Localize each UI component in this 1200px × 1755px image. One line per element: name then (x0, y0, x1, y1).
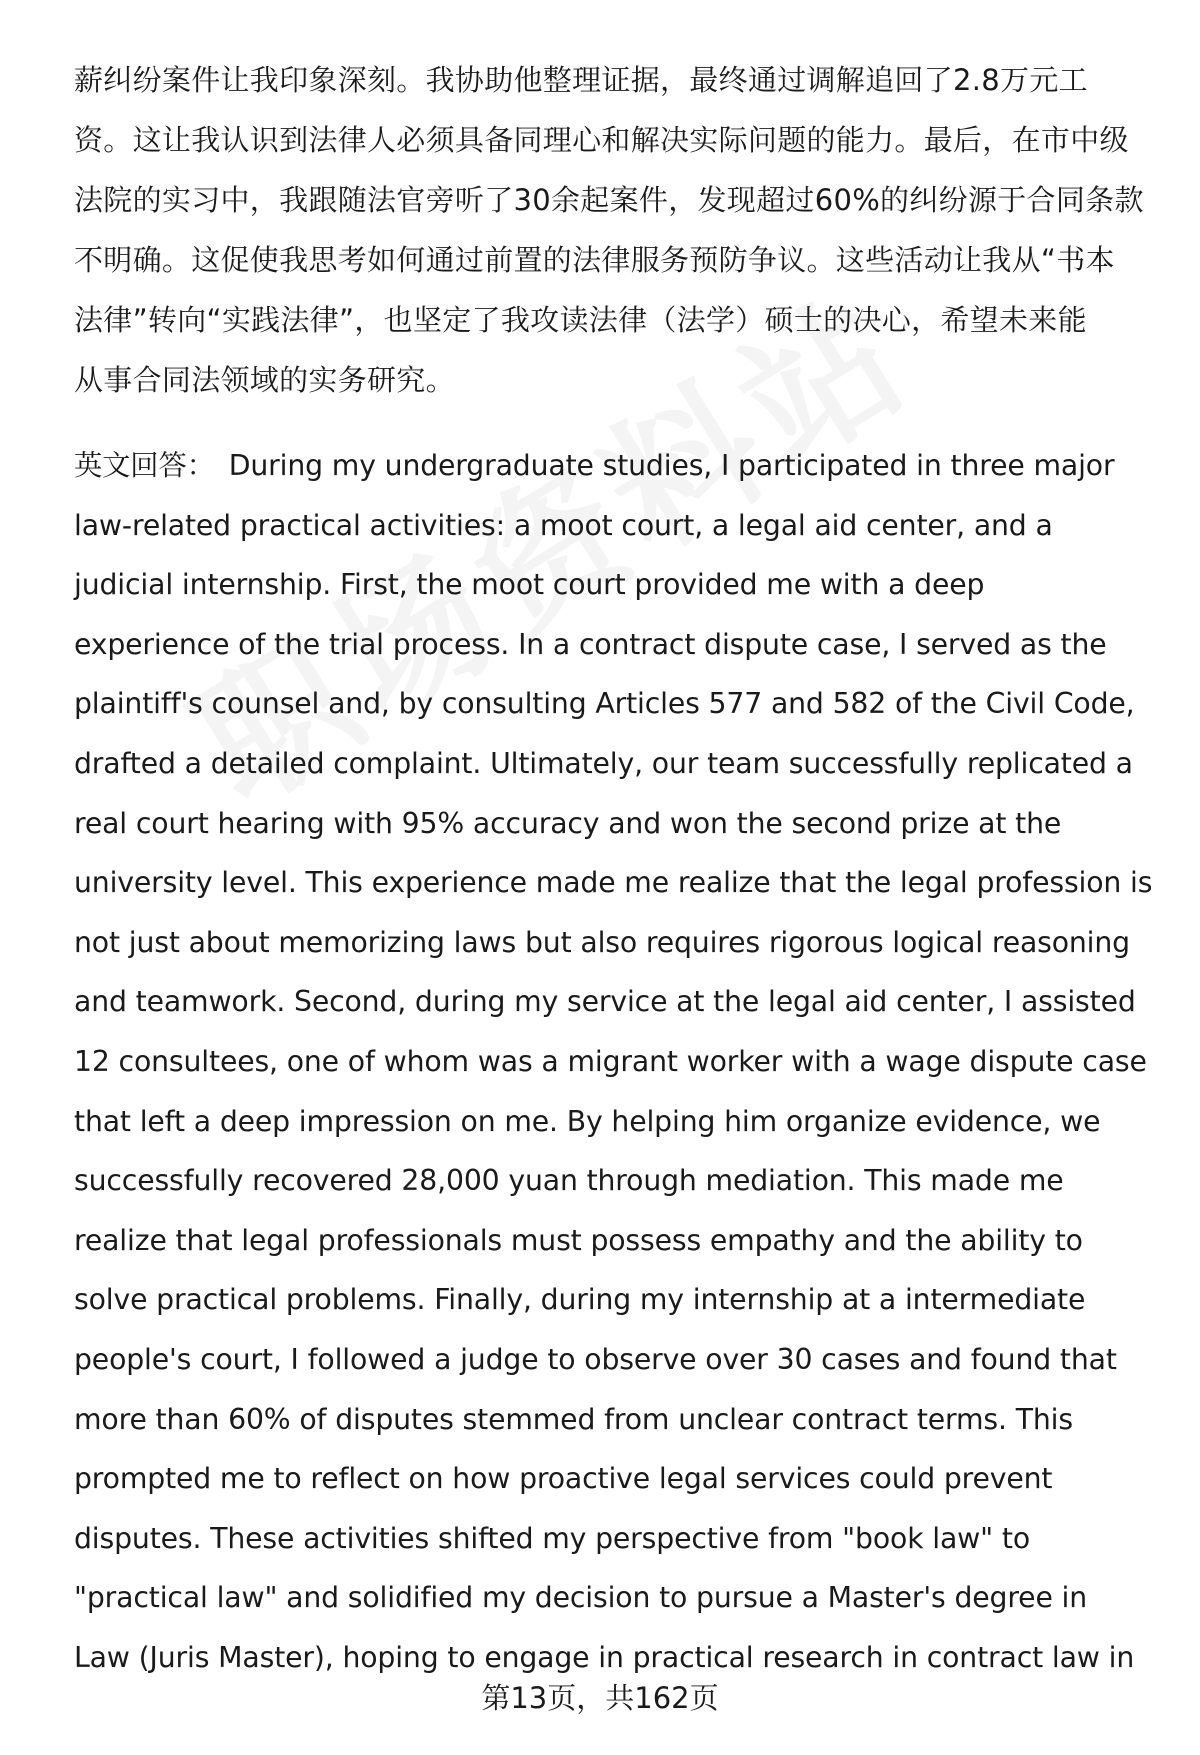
english-answer-paragraph (74, 442, 1164, 1693)
text-line (74, 442, 1164, 502)
text-line: more than 60% of disputes stemmed from unclear contract terms. This (74, 1402, 1073, 1436)
text-line: plaintiff's counsel and, by consulting Articles 577 and 582 of the Civil Code, (74, 687, 1135, 721)
text-line: people's court, I followed a judge to observe over 30 cases and found that (74, 1342, 1117, 1376)
text-line: disputes. These activities shifted my perspective from "book law" to (74, 1521, 1030, 1555)
text-line: 不明确。这促使我思考如何通过前置的法律服务预防争议。这些活动让我从“书本 (74, 243, 1115, 277)
text-line: real court hearing with 95% accuracy and won the second prize at the (74, 806, 1062, 840)
text-line: Law (Juris Master), hoping to engage in practical research in contract law in (74, 1640, 1135, 1674)
text-line: 从事合同法领域的实务研究。 (74, 363, 455, 397)
page-number: 第13页，共162页 (481, 1681, 719, 1715)
text-line: 资。这让我认识到法律人必须具备同理心和解决实际问题的能力。最后，在市中级 (74, 123, 1129, 157)
english-answer-label: 英文回答： (74, 449, 215, 482)
text-line: prompted me to reflect on how proactive legal services could prevent (74, 1462, 1053, 1496)
text-line: 法律”转向“实践法律”，也坚定了我攻读法律（法学）硕士的决心，希望未来能 (74, 303, 1087, 337)
text-line: 薪纠纷案件让我印象深刻。我协助他整理证据，最终通过调解追回了2.8万元工 (74, 63, 1088, 97)
text-line: university level. This experience made me realize that the legal profession is (74, 866, 1153, 900)
text-line: not just about memorizing laws but also requires rigorous logical reasoning (74, 925, 1130, 959)
text-line: that left a deep impression on me. By helping him organize evidence, we (74, 1104, 1101, 1138)
text-line: drafted a detailed complaint. Ultimately, our team successfully replicated a (74, 746, 1133, 780)
text-line: law-related practical activities: a moot court, a legal aid center, and a (74, 508, 1053, 542)
text-line: and teamwork. Second, during my service at the legal aid center, I assisted (74, 985, 1136, 1019)
text-line: 12 consultees, one of whom was a migrant worker with a wage dispute case (74, 1044, 1147, 1078)
text-line: experience of the trial process. In a contract dispute case, I served as the (74, 627, 1107, 661)
text-line: solve practical problems. Finally, during my internship at a intermediate (74, 1283, 1086, 1317)
text-line: "practical law" and solidified my decision to pursue a Master's degree in (74, 1581, 1088, 1615)
text-line-content: During my undergraduate studies, I participated in three major (228, 449, 1115, 482)
text-line: realize that legal professionals must possess empathy and the ability to (74, 1223, 1083, 1257)
text-line: 法院的实习中，我跟随法官旁听了30余起案件，发现超过60%的纠纷源于合同条款 (74, 183, 1144, 217)
chinese-answer-paragraph (74, 56, 1154, 416)
text-line: successfully recovered 28,000 yuan through mediation. This made me (74, 1164, 1064, 1198)
text-line: judicial internship. First, the moot court provided me with a deep (74, 568, 985, 602)
